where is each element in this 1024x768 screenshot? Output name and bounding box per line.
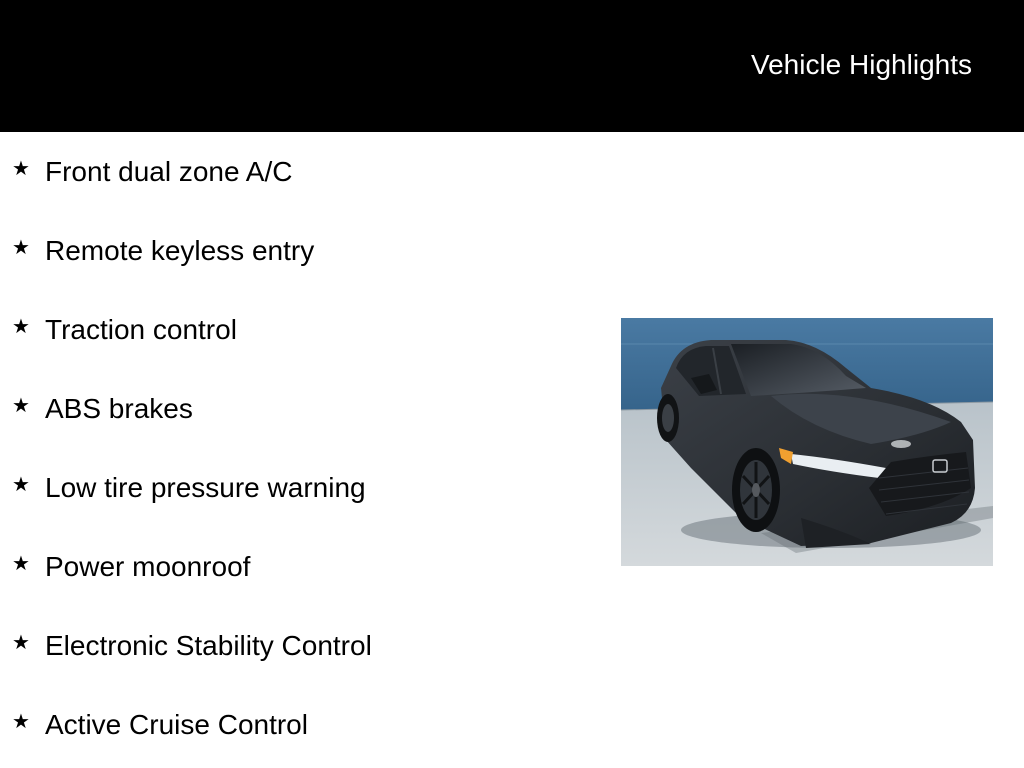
header-bar [0,0,1024,132]
feature-item [12,547,250,587]
vehicle-photo-illustration [621,318,993,566]
feature-item [12,389,193,429]
feature-item [12,705,308,745]
feature-label: Front dual zone A/C [45,156,293,187]
star-icon: ★ [12,235,30,259]
feature-item [12,152,292,192]
feature-item [12,231,314,271]
feature-item [12,310,237,350]
feature-item [12,626,372,666]
feature-label: Electronic Stability Control [45,630,372,661]
star-icon: ★ [12,156,30,180]
feature-label: Power moonroof [45,551,251,582]
star-icon: ★ [12,314,30,338]
star-icon: ★ [12,630,30,654]
feature-label: ABS brakes [45,393,193,424]
feature-item [12,468,366,508]
feature-label: Remote keyless entry [45,235,315,266]
star-icon: ★ [12,551,30,575]
star-icon: ★ [12,472,30,496]
star-icon: ★ [12,709,30,733]
feature-label: Low tire pressure warning [45,472,366,503]
vehicle-photo [621,318,993,566]
feature-label: Traction control [45,314,237,345]
feature-label: Active Cruise Control [45,709,308,740]
star-icon: ★ [12,393,30,417]
page-title: Vehicle Highlights [750,49,972,80]
